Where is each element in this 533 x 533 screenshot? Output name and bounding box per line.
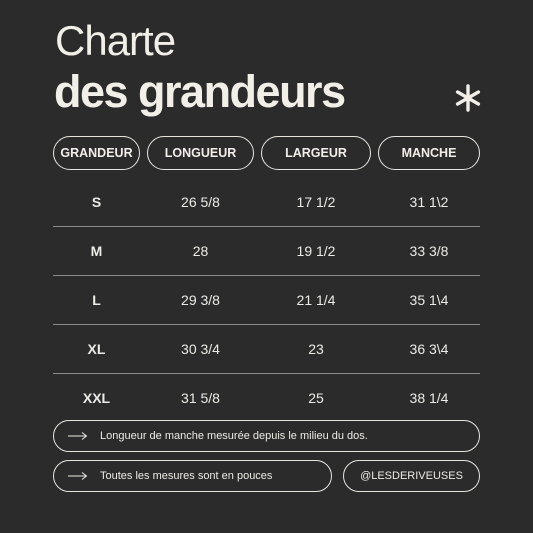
longueur-cell: 30 3/4: [181, 341, 220, 357]
size-cell: XXL: [82, 390, 111, 406]
arrow-right-icon: [68, 431, 88, 441]
units-note-text: Toutes les mesures sont en pouces: [100, 470, 273, 482]
header-largeur: LARGEUR: [261, 136, 371, 170]
largeur-cell: 17 1/2: [296, 194, 336, 210]
table-row: [53, 227, 480, 276]
page-title-bold: des grandeurs: [54, 66, 345, 117]
longueur-cell: 28: [192, 243, 209, 259]
sleeve-note: [53, 420, 480, 452]
largeur-cell: 19 1/2: [296, 243, 336, 259]
manche-cell: 31 1\2: [409, 194, 449, 210]
header-grandeur: GRANDEUR: [53, 136, 140, 170]
largeur-cell: 25: [308, 390, 324, 406]
size-table: [53, 178, 480, 422]
manche-cell: 38 1/4: [409, 390, 449, 406]
longueur-cell: 31 5/8: [181, 390, 220, 406]
asterisk-icon: [452, 82, 484, 114]
table-header: [53, 136, 480, 172]
table-row: [53, 276, 480, 325]
table-row: [53, 178, 480, 227]
size-cell: L: [92, 292, 101, 308]
longueur-cell: 26 5/8: [181, 194, 220, 210]
manche-cell: 36 3\4: [409, 341, 449, 357]
manche-cell: 35 1\4: [409, 292, 449, 308]
size-cell: S: [91, 194, 102, 210]
sleeve-note-text: Longueur de manche mesurée depuis le milieu du dos.: [100, 430, 368, 442]
largeur-cell: 23: [308, 341, 324, 357]
manche-cell: 33 3/8: [409, 243, 449, 259]
largeur-cell: 21 1/4: [296, 292, 336, 308]
arrow-right-icon: [68, 471, 88, 481]
units-note: [53, 460, 332, 492]
page-title-light: Charte: [55, 17, 176, 64]
table-row: [53, 325, 480, 374]
longueur-cell: 29 3/8: [181, 292, 220, 308]
size-cell: M: [90, 243, 103, 259]
header-manche: MANCHE: [378, 136, 480, 170]
size-cell: XL: [87, 341, 106, 357]
header-longueur: LONGUEUR: [147, 136, 254, 170]
table-row: [53, 374, 480, 422]
social-handle: @LESDERIVEUSES: [343, 460, 480, 492]
